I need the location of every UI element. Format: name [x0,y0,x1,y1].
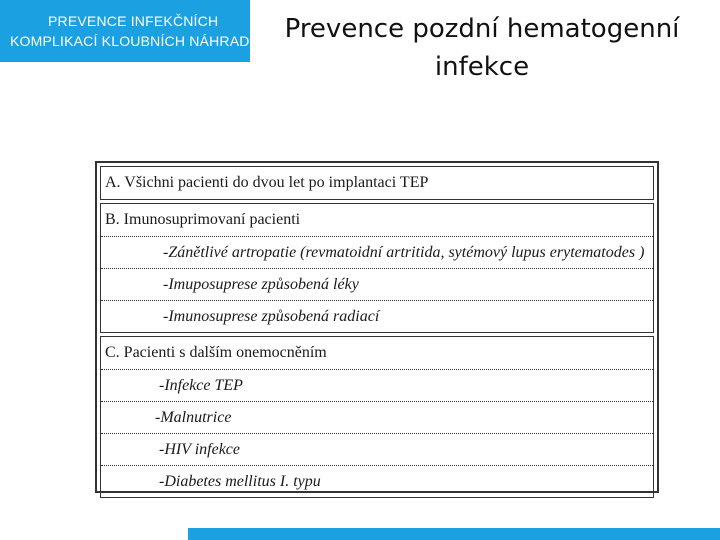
risk-criteria-table [95,161,659,493]
group-b [100,203,654,333]
group-b-header: B. Imunosuprimovaní pacienti [105,211,301,228]
group-c-item: -Diabetes mellitus I. typu [101,465,653,497]
group-b-item: -Imunosuprese způsobená radiací [101,300,653,332]
slide-title-line2: infekce [434,52,530,82]
group-c [100,336,654,498]
group-c-header: C. Pacienti s dalším onemocněním [105,344,327,361]
bottom-accent-bar [188,528,720,540]
brand-title-line1: PREVENCE INFEKČNÍCH [48,13,219,29]
group-a [100,166,654,200]
group-a-header: A. Všichni pacienti do dvou let po implantaci TEP [105,174,429,191]
group-b-item: -Imuposuprese způsobená léky [101,268,653,300]
group-c-item: -Infekce TEP [101,369,653,401]
slide-title [272,10,692,86]
group-b-item: -Zánětlivé artropatie (revmatoidní artritida, sytémový lupus erytematodes ) [101,236,653,268]
brand-header-box [0,0,250,62]
slide-title-line1: Prevence pozdní hematogenní [284,14,680,44]
brand-title-line2: KOMPLIKACÍ KLOUBNÍCH NÁHRAD [10,33,250,49]
group-c-item: -HIV infekce [101,433,653,465]
group-c-item: -Malnutrice [101,401,653,433]
